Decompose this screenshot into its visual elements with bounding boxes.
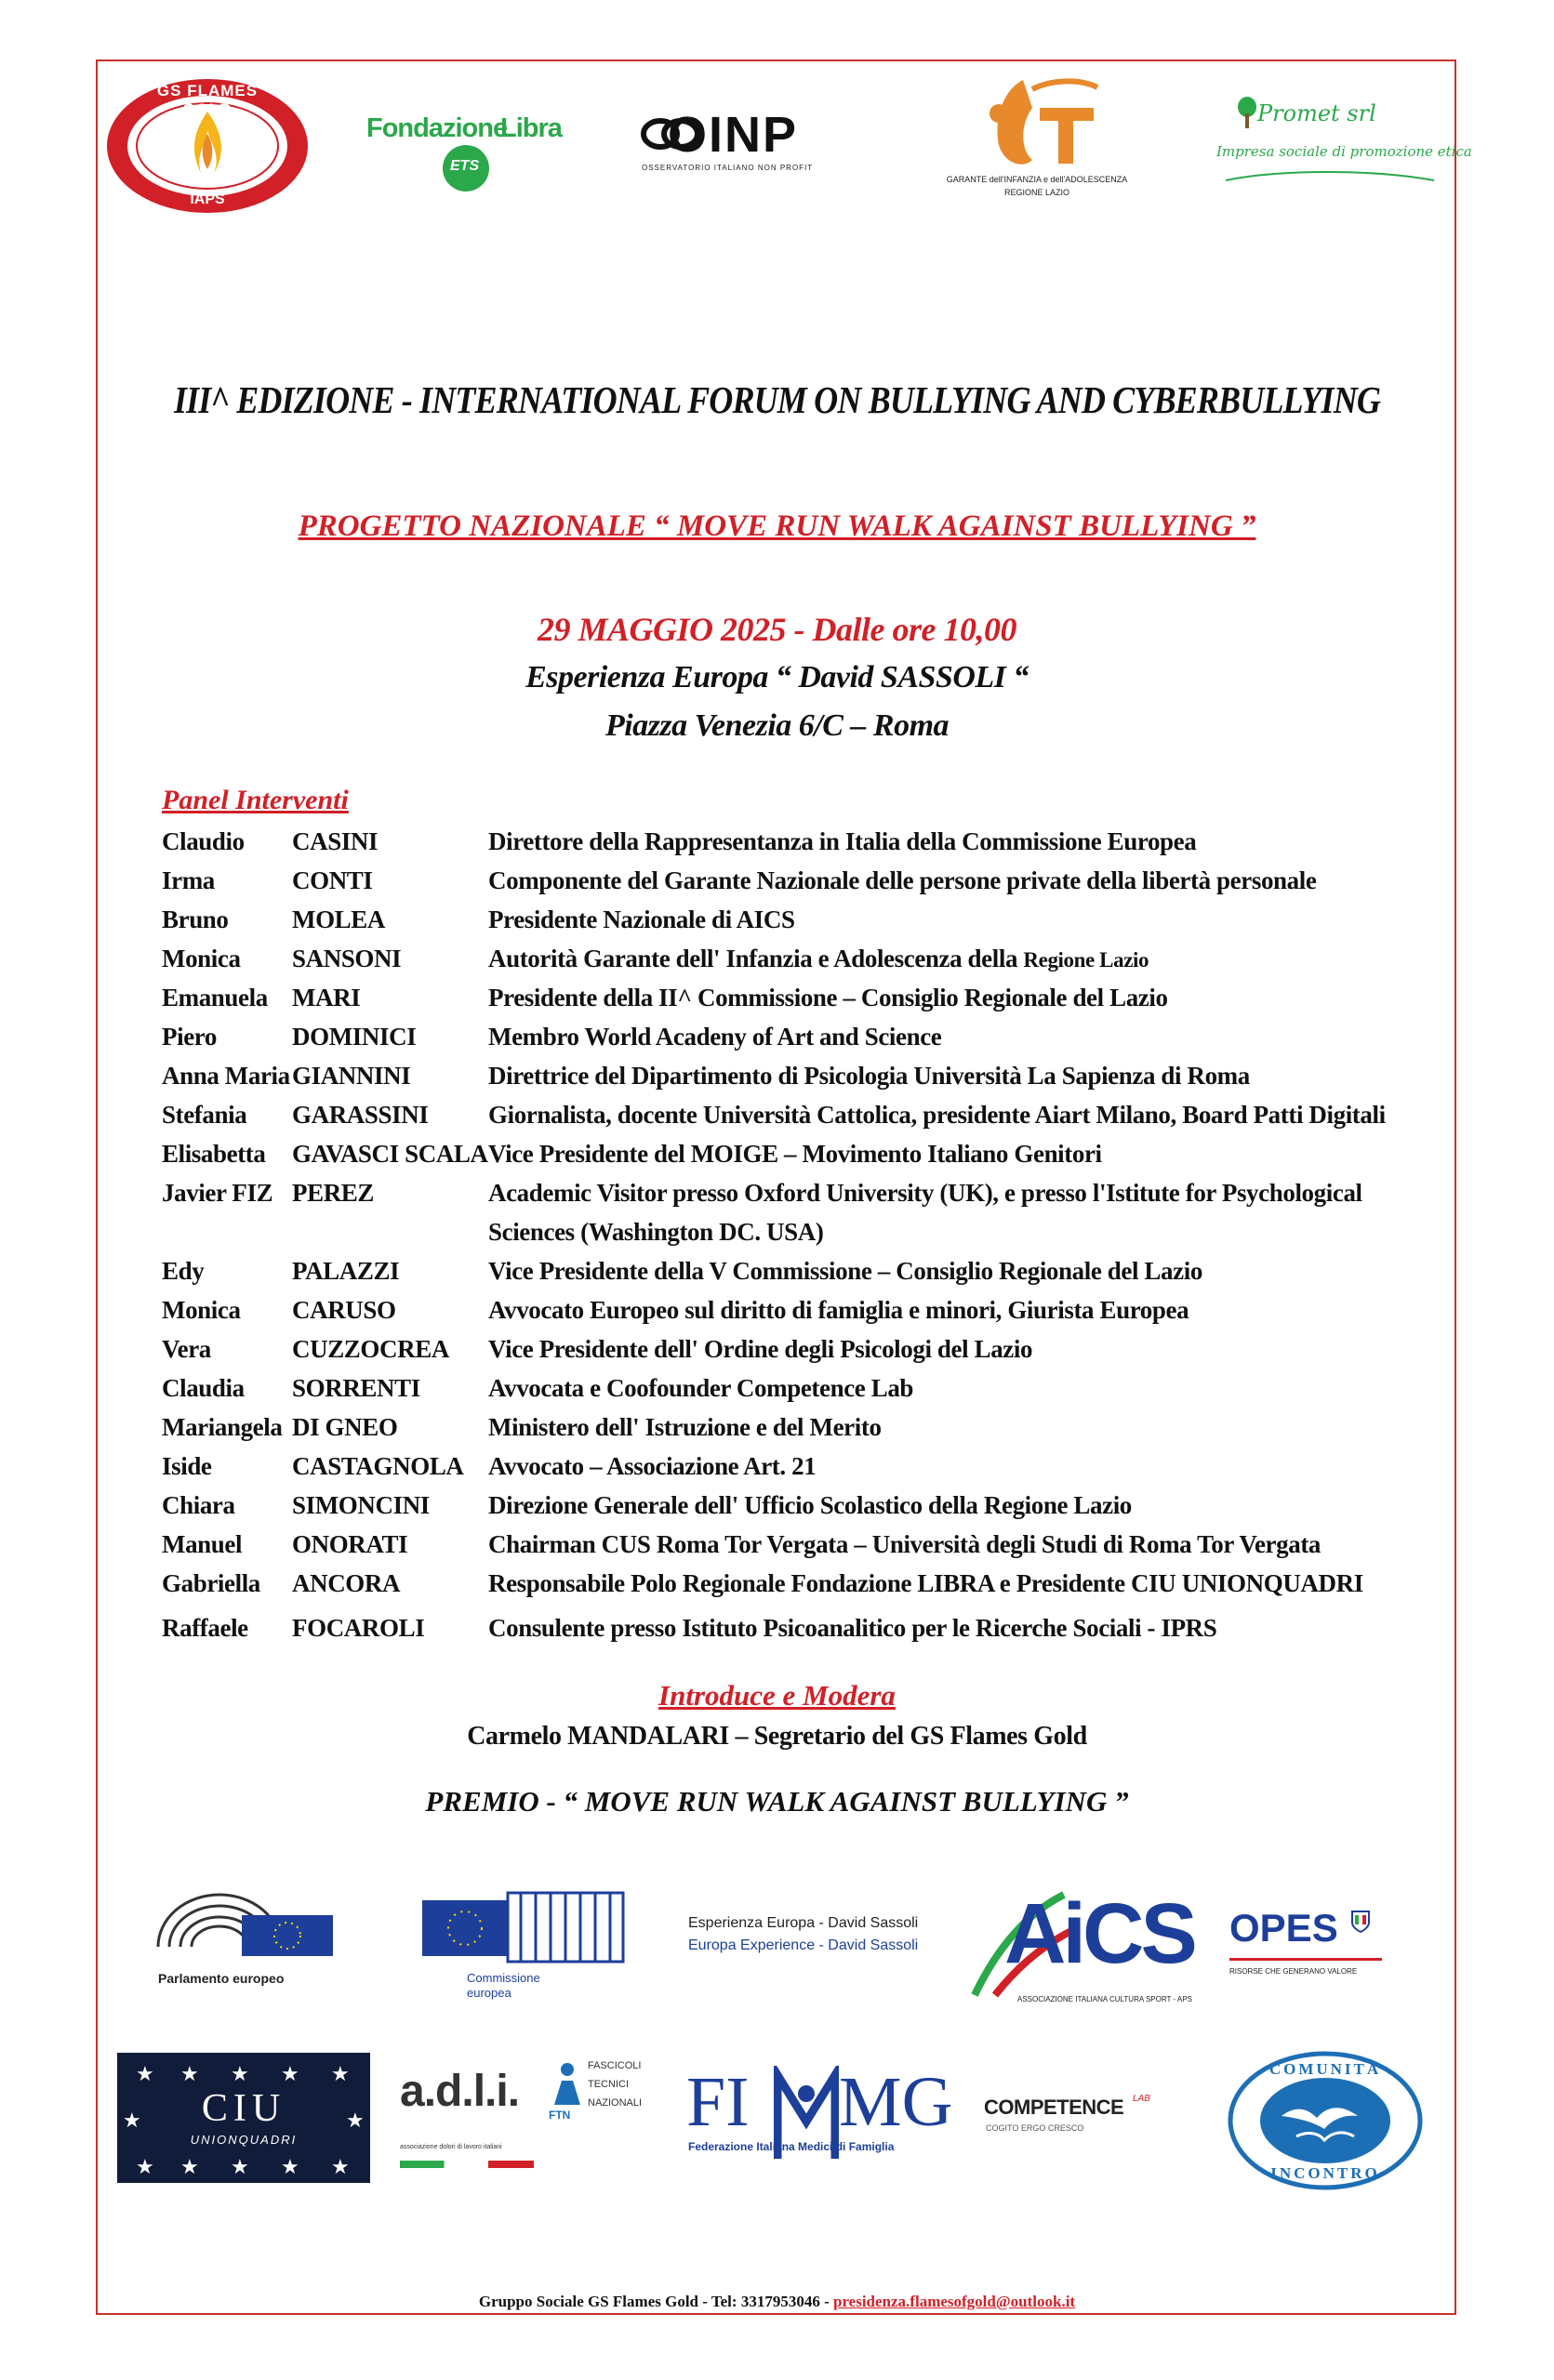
panelist-first-name: Javier FIZ (162, 1179, 273, 1207)
competence-subtitle: COGITO ERGO CRESCO (986, 2123, 1084, 2133)
garante-figure-icon (967, 71, 1107, 173)
oinp-logo (640, 106, 872, 180)
aics-logo (967, 1878, 1194, 2017)
garante-logo (930, 71, 1144, 210)
ftn-line2: TECNICI (588, 2079, 629, 2090)
svg-text:★: ★ (123, 2109, 141, 2133)
panelist-first-name: Chiara (162, 1491, 235, 1519)
panelist-last-name: CONTI (292, 866, 373, 894)
promet-logo (1215, 97, 1472, 190)
panelist-first-name: Emanuela (162, 984, 268, 1012)
panelist-first-name: Irma (162, 866, 215, 894)
panelist-last-name: GIANNINI (292, 1062, 411, 1090)
libra-name-part2: Libra (500, 113, 562, 143)
panelist-role: Presidente Nazionale di AICS (488, 906, 795, 933)
svg-text:★: ★ (180, 2063, 199, 2086)
panelist-first-name: Piero (162, 1023, 217, 1051)
coni-shield-icon (1350, 1910, 1371, 1934)
panel-row (162, 1140, 1445, 1177)
panelist-last-name: PEREZ (292, 1179, 375, 1207)
panelist-last-name: PALAZZI (292, 1257, 400, 1285)
panel-row (162, 1413, 1445, 1450)
panelist-first-name: Claudia (162, 1374, 245, 1402)
panelist-first-name: Claudio (162, 827, 245, 855)
opes-divider (1229, 1958, 1382, 1961)
forum-heading: III^ EDIZIONE - INTERNATIONAL FORUM ON BULLYING AND CYBERBULLYING (173, 378, 1381, 421)
svg-text:★: ★ (231, 2156, 249, 2179)
fimmg-subtitle: Federazione Italiana Medici di Famiglia (688, 2140, 895, 2153)
panelist-first-name: Mariangela (162, 1413, 283, 1441)
competence-lab-mark: LAB (1133, 2094, 1150, 2104)
ftn-logo (549, 2055, 651, 2175)
panelist-last-name: CARUSO (292, 1296, 396, 1324)
panelist-last-name: ANCORA (292, 1569, 401, 1597)
svg-text:★: ★ (136, 2063, 154, 2086)
panelist-last-name: MOLEA (292, 906, 386, 933)
adli-name: a.d.l.i. (400, 2067, 520, 2116)
commissione-europea-logo (418, 1884, 632, 2004)
panelist-first-name: Monica (162, 945, 241, 972)
ftn-line3: NAZIONALI (588, 2097, 643, 2109)
event-date: 29 MAGGIO 2025 - Dalle ore 10,00 (538, 611, 1016, 648)
panel-row (162, 866, 1445, 904)
oinp-subtitle: OSSERVATORIO ITALIANO NON PROFIT (642, 164, 814, 172)
panelist-first-name: Vera (162, 1335, 211, 1363)
panelist-role: Ministero dell' Istruzione e del Merito (488, 1413, 882, 1441)
commission-building-icon (418, 1884, 632, 1969)
panel-row (162, 1335, 1445, 1372)
panel-row (162, 827, 1445, 865)
panelist-first-name: Gabriella (162, 1569, 260, 1597)
garante-line1: GARANTE dell'INFANZIA e dell'ADOLESCENZA (946, 175, 1128, 184)
panelist-first-name: Manuel (162, 1530, 243, 1558)
panelist-last-name: SIMONCINI (292, 1491, 430, 1519)
panelist-role: Giornalista, docente Università Cattolica, presidente Aiart Milano, Board Patti Digitali (488, 1101, 1386, 1129)
panelist-first-name: Elisabetta (162, 1140, 266, 1168)
panel-row (162, 1296, 1445, 1333)
swoosh-icon (1224, 167, 1438, 184)
project-title: PROGETTO NAZIONALE “ MOVE RUN WALK AGAINST BULLYING ” (298, 509, 1256, 543)
footer-contact-text: Gruppo Sociale GS Flames Gold - Tel: 3317953046 - (478, 2293, 830, 2310)
panel-row (162, 1530, 1445, 1567)
ciu-subtitle: UNIONQUADRI (190, 2133, 298, 2147)
svg-text:★: ★ (281, 2156, 299, 2179)
libra-ets-text: ETS (450, 158, 480, 174)
panel-title: Panel Interventi (162, 785, 349, 815)
moderator-name: Carmelo MANDALARI – Segretario del GS Flames Gold (467, 1722, 1087, 1751)
panelist-first-name: Raffaele (162, 1614, 248, 1642)
esperienza-europa-logo (688, 1915, 949, 1971)
award-title: PREMIO - “ MOVE RUN WALK AGAINST BULLYING ” (425, 1785, 1129, 1818)
aics-name: AiCS (1004, 1886, 1194, 1981)
adli-subtitle: associazione dolori di lavoro italiani (400, 2144, 502, 2150)
panelist-first-name: Anna Maria (162, 1062, 290, 1090)
panelist-role: Academic Visitor presso Oxford University (UK), e presso l'Istitute for Psychological (488, 1179, 1362, 1207)
ciu-name: CIU (201, 2087, 286, 2130)
fimmg-logo (686, 2062, 953, 2174)
comunita-incontro-logo (1228, 2051, 1423, 2190)
panelist-role: Consulente presso Istituto Psicoanalitico per le Ricerche Sociali - IPRS (488, 1614, 1217, 1642)
opes-name: OPES (1229, 1906, 1338, 1950)
parlamento-europeo-logo (147, 1891, 342, 1993)
panelist-role: Direzione Generale dell' Ufficio Scolastico della Regione Lazio (488, 1491, 1132, 1519)
panelist-role: Vice Presidente dell' Ordine degli Psicologi del Lazio (488, 1335, 1033, 1363)
panelist-last-name: CASTAGNOLA (292, 1452, 464, 1480)
panelist-role: Avvocato – Associazione Art. 21 (488, 1452, 817, 1480)
panelist-role-continued: Sciences (Washington DC. USA) (488, 1218, 824, 1246)
panelist-role: Presidente della II^ Commissione – Consiglio Regionale del Lazio (488, 984, 1168, 1012)
panelist-last-name: SORRENTI (292, 1374, 420, 1402)
libra-name-part1: Fondazione (366, 113, 508, 143)
footer-contact (0, 2293, 1554, 2311)
panelist-role: Vice Presidente della V Commissione – Consiglio Regionale del Lazio (488, 1257, 1202, 1285)
ftn-line1: FASCICOLI (588, 2060, 642, 2071)
esperienza-label-en: Europa Experience - David Sassoli (688, 1937, 919, 1953)
moderator-title: Introduce e Modera (658, 1679, 896, 1712)
promet-tagline: Impresa sociale di promozione etica (1216, 143, 1472, 160)
panel-row (162, 1257, 1445, 1294)
panelist-last-name: DI GNEO (292, 1413, 398, 1441)
comunita-label-top: COMUNITÀ (1268, 2060, 1382, 2078)
competence-lab-logo (984, 2096, 1170, 2142)
panel-row (162, 945, 1445, 982)
commissione-label-1: Commissione (467, 1971, 540, 1985)
svg-text:★: ★ (331, 2156, 350, 2179)
panel-row (162, 984, 1445, 1021)
venue-line2: Piazza Venezia 6/C – Roma (604, 708, 950, 743)
panelist-role: Responsabile Polo Regionale Fondazione LIBRA e Presidente CIU UNIONQUADRI (488, 1569, 1363, 1597)
ciu-unionquadri-logo (117, 2053, 370, 2183)
panelist-first-name: Stefania (162, 1101, 247, 1129)
tree-icon (1237, 97, 1257, 128)
panel-row (162, 1614, 1445, 1651)
panelist-last-name: CUZZOCREA (292, 1335, 449, 1363)
panel-row (162, 906, 1445, 943)
panelist-role: Direttore della Rappresentanza in Italia della Commissione Europea (488, 827, 1197, 855)
panelist-role: Avvocato Europeo sul diritto di famiglia e minori, Giurista Europea (488, 1296, 1189, 1324)
panelist-role-small: Regione Lazio (1023, 948, 1149, 972)
competence-name: COMPETENCE (984, 2096, 1124, 2119)
panelist-last-name: CASINI (292, 827, 379, 855)
panelist-role: Avvocata e Coofounder Competence Lab (488, 1374, 914, 1402)
ftn-figure-icon (549, 2060, 586, 2107)
panel-row (162, 1062, 1445, 1099)
oinp-name: OINP (668, 107, 799, 163)
svg-text:★: ★ (346, 2109, 365, 2133)
parliament-hemicycle-icon (151, 1891, 337, 1965)
fondazione-libra-logo (366, 106, 599, 199)
panelist-last-name: FOCAROLI (292, 1614, 425, 1642)
adli-logo (400, 2056, 539, 2177)
svg-text:★: ★ (281, 2063, 299, 2086)
panelist-first-name: Iside (162, 1452, 212, 1480)
panel-row (162, 1491, 1445, 1528)
panelist-role-main: Autorità Garante dell' Infanzia e Adolescenza della (488, 945, 1018, 972)
svg-text:★: ★ (231, 2063, 249, 2086)
flag-stripe (400, 2161, 534, 2168)
panelist-first-name: Edy (162, 1257, 205, 1285)
opes-subtitle: RISORSE CHE GENERANO VALORE (1229, 1967, 1358, 1976)
panelist-last-name: MARI (292, 984, 361, 1012)
esperienza-label-it: Esperienza Europa - David Sassoli (688, 1915, 919, 1931)
panelist-first-name: Monica (162, 1296, 241, 1324)
panelist-role: Componente del Garante Nazionale delle persone private della libertà personale (488, 866, 1317, 894)
opes-logo (1226, 1906, 1440, 1990)
flames-gold-bottom-text: IAPS (190, 192, 225, 207)
flames-gold-logo (104, 76, 311, 216)
panelist-last-name: GARASSINI (292, 1101, 429, 1129)
fimmg-name-part1: FI (686, 2063, 750, 2141)
venue-line1: Esperienza Europa “ David SASSOLI “ (525, 660, 1029, 694)
svg-text:★: ★ (180, 2156, 199, 2179)
panelist-role: Vice Presidente del MOIGE – Movimento Italiano Genitori (488, 1140, 1102, 1168)
panelist-last-name: DOMINICI (292, 1023, 417, 1051)
panel-row (162, 1101, 1445, 1138)
parlamento-label: Parlamento europeo (158, 1971, 285, 1986)
panelist-role: Direttrice del Dipartimento di Psicologia Università La Sapienza di Roma (488, 1062, 1250, 1090)
garante-line2: REGIONE LAZIO (1003, 188, 1069, 197)
panelist-last-name: GAVASCI SCALA (292, 1140, 488, 1168)
panelist-first-name: Bruno (162, 906, 229, 933)
panel-row (162, 1374, 1445, 1411)
panelist-role: Chairman CUS Roma Tor Vergata – Università degli Studi di Roma Tor Vergata (488, 1530, 1322, 1558)
panelist-last-name: ONORATI (292, 1530, 408, 1558)
aics-subtitle: ASSOCIAZIONE ITALIANA CULTURA SPORT - APS (1017, 1995, 1192, 2003)
panel-row (162, 1569, 1445, 1606)
commissione-label-2: europea (467, 1986, 511, 2000)
footer-email-link[interactable]: presidenza.flamesofgold@outlook.it (832, 2293, 1076, 2310)
svg-text:★: ★ (331, 2063, 350, 2086)
svg-text:★: ★ (136, 2156, 154, 2179)
panelist-last-name: SANSONI (292, 945, 402, 972)
panelist-role (488, 945, 1149, 973)
panel-row (162, 1452, 1445, 1489)
ftn-mark: FTN (549, 2109, 571, 2122)
promet-name: Promet srl (1257, 100, 1376, 126)
panel-row (162, 1023, 1445, 1060)
flames-gold-top-text: GS FLAMES GOLD (156, 82, 259, 118)
panelist-role: Membro World Acadeny of Art and Science (488, 1023, 942, 1051)
comunita-label-bottom: INCONTRO (1270, 2164, 1380, 2182)
panel-row (162, 1179, 1445, 1257)
fimmg-name-part2: MG (839, 2063, 953, 2141)
